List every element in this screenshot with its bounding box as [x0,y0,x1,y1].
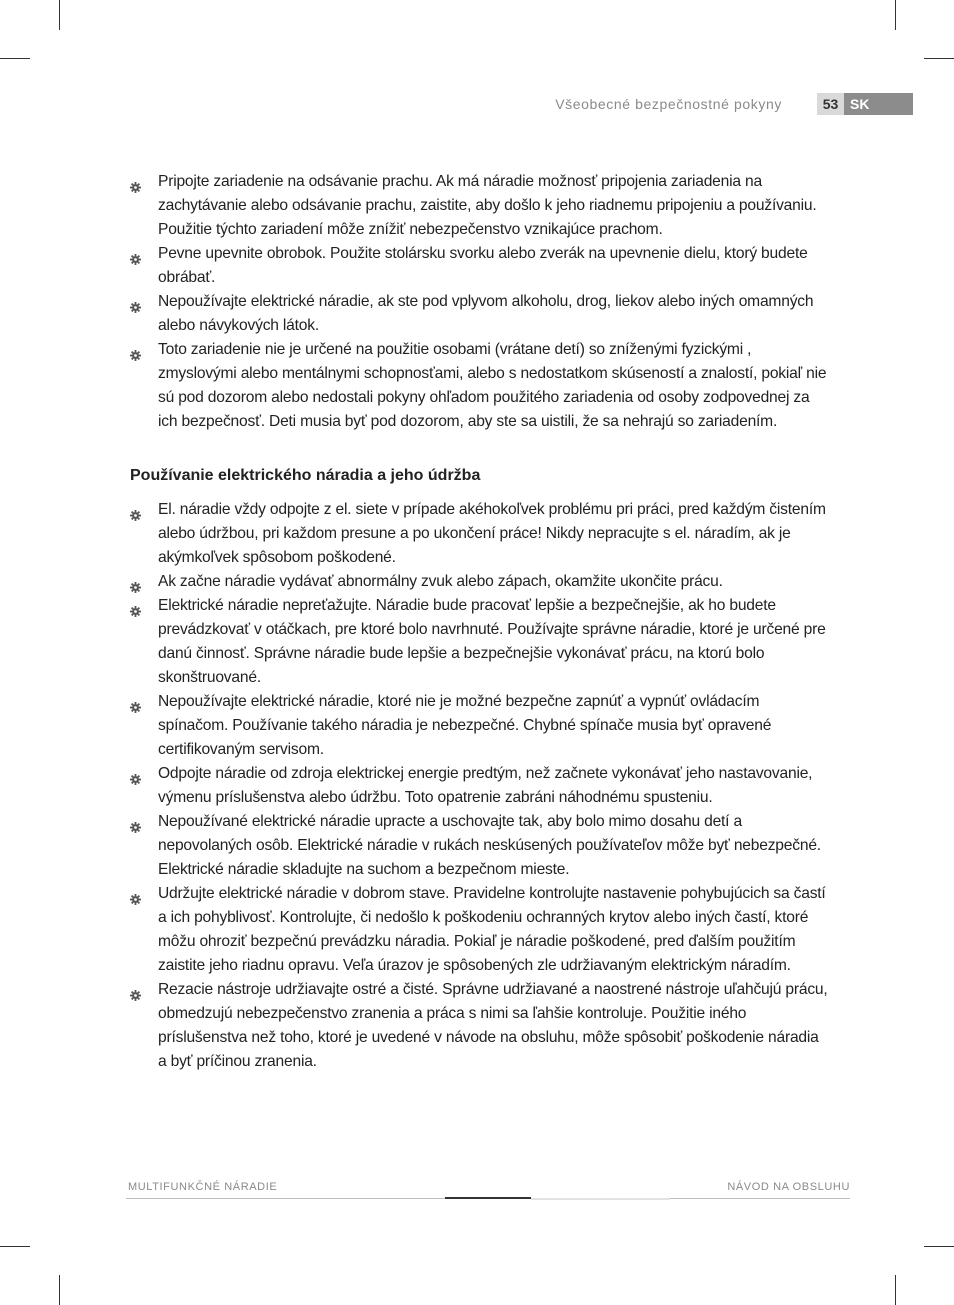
bullet-item [130,882,830,978]
footer-product-name: MULTIFUNKČNÉ NÁRADIE [128,1181,278,1193]
gear-bullet-icon [130,817,141,828]
gear-bullet-icon [130,769,141,780]
bullet-text: Elektrické náradie nepreťažujte. Náradie bude pracovať lepšie a bezpečnejšie, ak ho budete prevádzkovať v otáčkach, pre ktoré bolo navrhnuté. Používajte správne náradie, ktoré je určené pre danú činnosť. Správne náradie bude lepšie a bezpečnejšie vykonávať prácu, na ktorú bolo skonštruované. [158,597,826,686]
bullet-text: Toto zariadenie nie je určené na použitie osobami (vrátane detí) so zníženými fyzickými , zmyslovými alebo mentálnymi schopnosťami, alebo s nedostatkom skúseností a znalostí, pokiaľ nie sú pod dozorom alebo nedostali pokyny ohľadom použitého zariadenia od osoby zodpovednej za ich bezpečnosť. Deti musia byť pod dozorom, aby ste sa uistili, že sa nehrajú so zariadením. [158,341,827,430]
bullet-text: Odpojte náradie od zdroja elektrickej energie predtým, než začnete vykonávať jeho nastavovanie, výmenu príslušenstva alebo údržbu. Toto opatrenie zabráni náhodnému spusteniu. [158,765,813,806]
gear-bullet-icon [130,601,141,612]
bullet-text: Pripojte zariadenie na odsávanie prachu. Ak má náradie možnosť pripojenia zariadenia na zachytávanie alebo odsávanie prachu, zaistite, aby došlo k jeho riadnemu pripojeniu a používaniu. Použitie týchto zariadení môže znížiť nebezpečenstvo vznikajúce prachom. [158,173,817,238]
bullet-item [130,242,830,290]
bullet-text: Nepoužívajte elektrické náradie, ktoré nie je možné bezpečne zapnúť a vypnúť ovládacím spínačom. Používanie takého náradia je nebezpečné. Chybné spínače musia byť opravené certifikovaným servisom. [158,693,772,758]
bullet-list-top [130,170,830,434]
bullet-item [130,570,830,594]
gear-bullet-icon [130,345,141,356]
bullet-text: Rezacie nástroje udržiavajte ostré a čisté. Správne udržiavané a naostrené nástroje uľahčujú prácu, obmedzujú nebezpečenstvo zranenia a práca s nimi sa ľahšie kontroluje. Použitie iného príslušenstva než toho, ktoré je uvedené v návode na obsluhu, môže spôsobiť poškodenie náradia a byť príčinou zranenia. [158,981,828,1070]
bullet-item [130,290,830,338]
gear-bullet-icon [130,697,141,708]
gear-bullet-icon [130,249,141,260]
crop-mark [895,1275,896,1305]
page-number: 53 [817,93,844,115]
footer-divider-accent [445,1197,531,1199]
section-heading: Používanie elektrického náradia a jeho údržba [130,467,481,484]
crop-mark [0,58,30,59]
bullet-text: Ak začne náradie vydávať abnormálny zvuk alebo zápach, okamžite ukončite prácu. [158,573,723,590]
bullet-item [130,762,830,810]
bullet-text: Nepoužívajte elektrické náradie, ak ste pod vplyvom alkoholu, drog, liekov alebo iných omamných alebo návykových látok. [158,293,814,334]
footer-divider-light [531,1198,670,1200]
crop-mark [924,58,954,59]
crop-mark [59,1275,60,1305]
gear-bullet-icon [130,985,141,996]
bullet-item [130,594,830,690]
crop-mark [924,1246,954,1247]
bullet-item [130,810,830,882]
bullet-item [130,978,830,1074]
crop-mark [59,0,60,30]
gear-bullet-icon [130,505,141,516]
bullet-item [130,338,830,434]
footer-manual-label: NÁVOD NA OBSLUHU [727,1181,850,1193]
bullet-list-bottom [130,498,830,1074]
crop-mark [895,0,896,30]
bullet-item [130,690,830,762]
language-code: SK [844,93,913,115]
gear-bullet-icon [130,177,141,188]
gear-bullet-icon [130,889,141,900]
bullet-text: Udržujte elektrické náradie v dobrom stave. Pravidelne kontrolujte nastavenie pohybujúcich sa častí a ich pohyblivosť. Kontrolujte, či nedošlo k poškodeniu ochranných krytov alebo iných častí, ktoré môžu ohroziť bezpečnú prevádzku náradia. Pokiaľ je náradie poškodené, pred ďalším použitím zaistite jeho riadnu opravu. Veľa úrazov je spôsobených zle udržiavaným elektrickým náradím. [158,885,826,974]
bullet-text: Pevne upevnite obrobok. Použite stolársku svorku alebo zverák na upevnenie dielu, ktorý budete obrábať. [158,245,808,286]
page-badge [817,93,913,115]
main-content [130,170,830,1074]
bullet-text: El. náradie vždy odpojte z el. siete v prípade akéhokoľvek problému pri práci, pred každým čistením alebo údržbou, pri každom presune a po ukončení práce! Nikdy nepracujte s el. náradím, ak je akýmkoľvek spôsobom poškodené. [158,501,826,566]
header-section-title: Všeobecné bezpečnostné pokyny [555,96,782,112]
crop-mark [0,1246,30,1247]
gear-bullet-icon [130,297,141,308]
bullet-item [130,498,830,570]
bullet-item [130,170,830,242]
bullet-text: Nepoužívané elektrické náradie upracte a uschovajte tak, aby bolo mimo dosahu detí a nepovolaných osôb. Elektrické náradie v rukách neskúsených používateľov môže byť nebezpečné. Elektrické náradie skladujte na suchom a bezpečnom mieste. [158,813,821,878]
gear-bullet-icon [130,577,141,588]
